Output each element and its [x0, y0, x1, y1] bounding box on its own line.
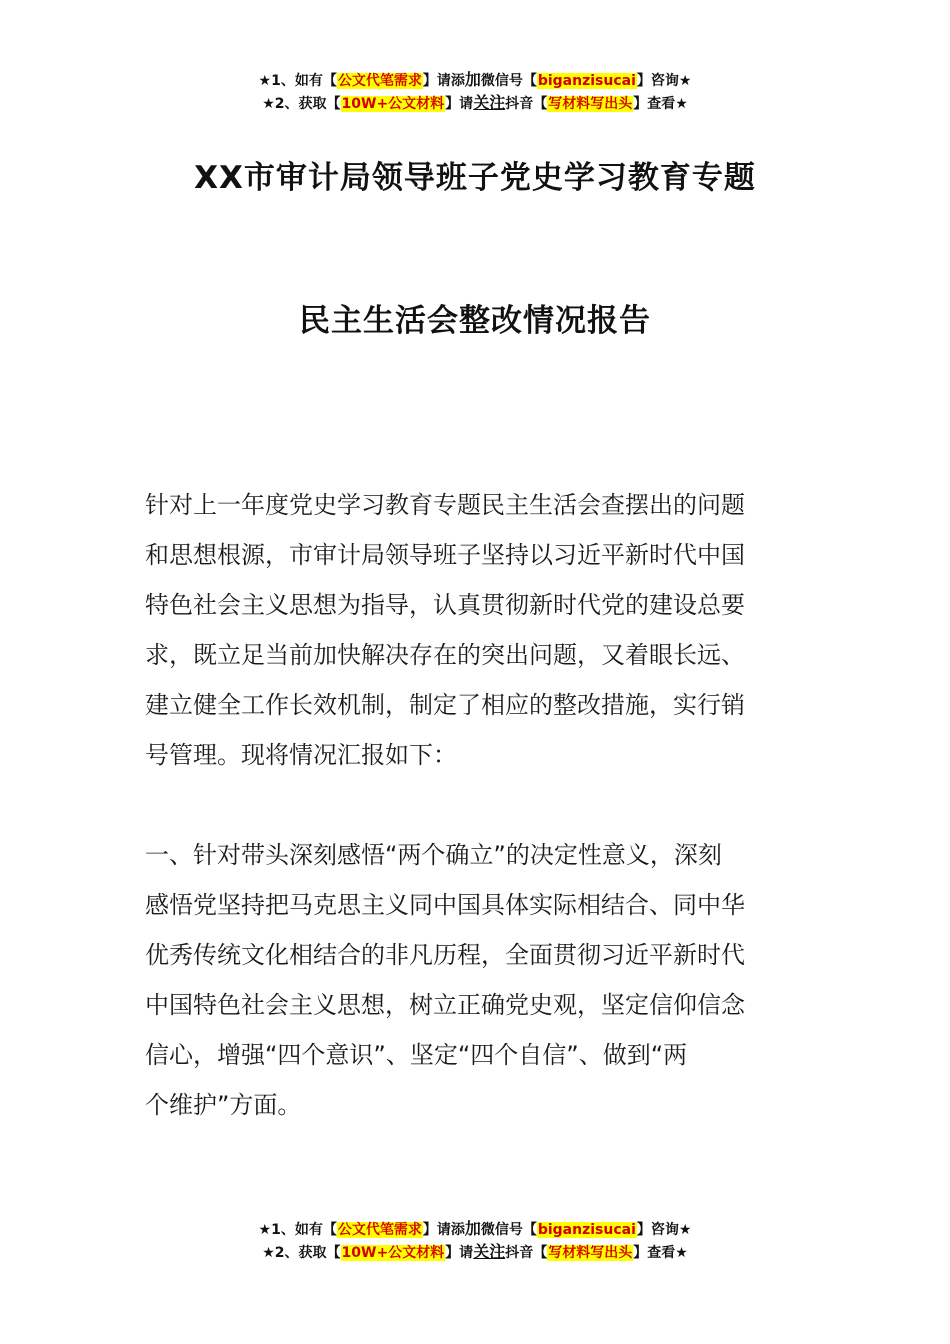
banner-text: ★2、获取【 — [262, 1245, 341, 1261]
banner-text: 微信号【 — [480, 73, 537, 89]
banner-text: 】请添 — [422, 73, 465, 89]
paragraph-line: 建立健全工作长效机制，制定了相应的整改措施，实行销 — [145, 691, 745, 719]
banner-text: 】请添 — [422, 1222, 465, 1238]
paragraph-line: 特色社会主义思想为指导，认真贯彻新时代党的建设总要 — [145, 591, 745, 619]
header-banner — [0, 69, 950, 115]
banner-text: ★1、如有【 — [258, 73, 337, 89]
paragraph-line: 个维护”方面。 — [145, 1091, 302, 1119]
banner-highlight: 10W+公文材料 — [341, 1245, 445, 1261]
banner-line-2 — [0, 92, 950, 115]
banner-highlight: biganzisucai — [537, 1222, 636, 1238]
banner-line-2 — [0, 1241, 950, 1264]
paragraph-line: 中国特色社会主义思想，树立正确党史观，坚定信仰信念 — [145, 991, 745, 1019]
banner-highlight: 公文代笔需求 — [337, 1222, 422, 1238]
document-title-line-1: XX市审计局领导班子党史学习教育专题 — [194, 160, 756, 196]
banner-highlight: biganzisucai — [537, 73, 636, 89]
body-paragraph-intro — [145, 480, 809, 780]
body-paragraph-section-1 — [145, 830, 809, 1130]
paragraph-line: 信心，增强“四个意识”、坚定“四个自信”、做到“两 — [145, 1041, 688, 1069]
banner-line-1 — [0, 69, 950, 92]
paragraph-line: 号管理。现将情况汇报如下： — [145, 741, 457, 769]
banner-text: ★1、如有【 — [258, 1222, 337, 1238]
paragraph-line: 感悟党坚持把马克思主义同中国具体实际相结合、同中华 — [145, 891, 745, 919]
document-title-line-2: 民主生活会整改情况报告 — [299, 303, 651, 339]
banner-highlight: 10W+公文材料 — [341, 96, 445, 112]
banner-text: 】咨询★ — [636, 1222, 692, 1238]
banner-text: 】查看★ — [633, 1245, 688, 1261]
banner-text: 微信号【 — [480, 1222, 537, 1238]
paragraph-line: 和思想根源，市审计局领导班子坚持以习近平新时代中国 — [145, 541, 745, 569]
banner-highlight: 写材料写出头 — [548, 1245, 633, 1261]
banner-emphasis: 关注 — [473, 93, 506, 112]
banner-text: 】查看★ — [633, 96, 688, 112]
paragraph-line: 求，既立足当前加快解决存在的突出问题，又着眼长远、 — [145, 641, 745, 669]
banner-highlight: 公文代笔需求 — [337, 73, 422, 89]
banner-highlight: 写材料写出头 — [548, 96, 633, 112]
banner-text: 】请 — [445, 96, 474, 112]
banner-line-1 — [0, 1218, 950, 1241]
banner-emphasis: 关注 — [473, 1242, 506, 1261]
banner-emphasis: 加 — [464, 1219, 481, 1238]
banner-emphasis: 加 — [464, 70, 481, 89]
banner-text: 抖音【 — [505, 96, 548, 112]
paragraph-line: 一、针对带头深刻感悟“两个确立”的决定性意义，深刻 — [145, 841, 722, 869]
paragraph-line: 优秀传统文化相结合的非凡历程，全面贯彻习近平新时代 — [145, 941, 745, 969]
paragraph-line: 针对上一年度党史学习教育专题民主生活会查摆出的问题 — [145, 491, 745, 519]
banner-text: 】请 — [445, 1245, 474, 1261]
footer-banner — [0, 1218, 950, 1264]
banner-text: 】咨询★ — [636, 73, 692, 89]
banner-text: ★2、获取【 — [262, 96, 341, 112]
banner-text: 抖音【 — [505, 1245, 548, 1261]
